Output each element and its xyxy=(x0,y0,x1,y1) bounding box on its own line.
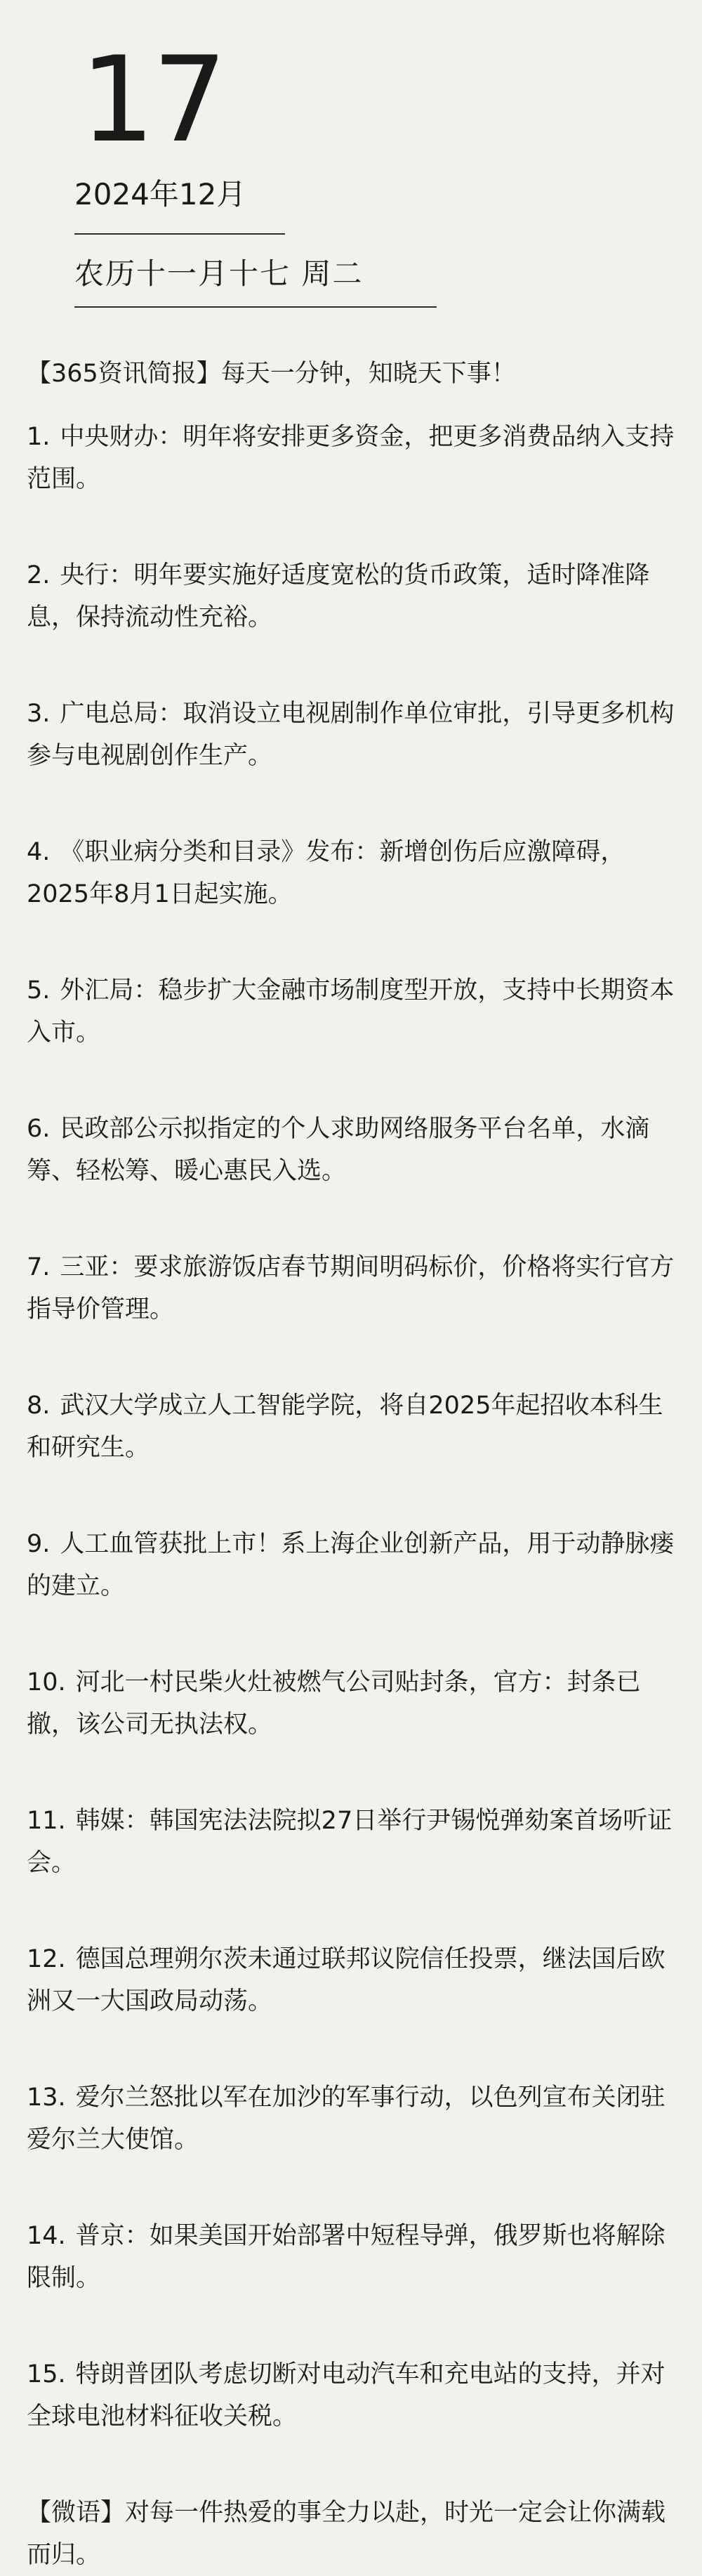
news-item-text: 央行：明年要实施好适度宽松的货币政策，适时降准降息，保持流动性充裕。 xyxy=(27,561,650,632)
year-month: 2024年12月 xyxy=(74,177,246,211)
news-item-number: 9. xyxy=(27,1530,51,1558)
news-item-text: 民政部公示拟指定的个人求助网络服务平台名单，水滴筹、轻松筹、暖心惠民入选。 xyxy=(27,1115,650,1185)
news-item-number: 4. xyxy=(27,838,51,866)
news-item-number: 12. xyxy=(27,1945,66,1973)
news-item-number: 2. xyxy=(27,561,51,589)
news-item xyxy=(27,2353,680,2438)
news-item-number: 1. xyxy=(27,423,51,451)
news-item-number: 8. xyxy=(27,1392,51,1420)
news-item-number: 11. xyxy=(27,1807,66,1835)
news-item-number: 15. xyxy=(27,2360,66,2388)
news-item-number: 5. xyxy=(27,976,51,1005)
news-item-text: 德国总理朔尔茨未通过联邦议院信任投票，继法国后欧洲又一大国政局动荡。 xyxy=(27,1945,665,2015)
news-item-text: 普京：如果美国开始部署中短程导弹，俄罗斯也将解除限制。 xyxy=(27,2222,665,2292)
news-item-text: 爱尔兰怒批以军在加沙的军事行动，以色列宣布关闭驻爱尔兰大使馆。 xyxy=(27,2084,665,2154)
news-item xyxy=(27,2077,680,2161)
news-item xyxy=(27,416,680,500)
news-item-text: 广电总局：取消设立电视剧制作单位审批，引导更多机构参与电视剧创作生产。 xyxy=(27,700,675,770)
news-item xyxy=(27,554,680,639)
news-item xyxy=(27,1661,680,1746)
news-item-number: 7. xyxy=(27,1253,51,1281)
news-item-number: 3. xyxy=(27,700,51,728)
news-item-text: 河北一村民柴火灶被燃气公司贴封条，官方：封条已撤，该公司无执法权。 xyxy=(27,1668,641,1739)
news-item-text: 人工血管获批上市！系上海企业创新产品，用于动静脉瘘的建立。 xyxy=(27,1530,675,1600)
news-item xyxy=(27,1800,680,1884)
news-item-number: 10. xyxy=(27,1668,66,1696)
news-item-text: 外汇局：稳步扩大金融市场制度型开放，支持中长期资本入市。 xyxy=(27,976,675,1047)
news-item xyxy=(27,1523,680,1607)
news-item xyxy=(27,1385,680,1469)
news-item-text: 三亚：要求旅游饭店春节期间明码标价，价格将实行官方指导价管理。 xyxy=(27,1253,675,1323)
news-item xyxy=(27,831,680,915)
news-item-text: 中央财办：明年将安排更多资金，把更多消费品纳入支持范围。 xyxy=(27,423,675,493)
news-item-number: 6. xyxy=(27,1115,51,1143)
news-item xyxy=(27,969,680,1054)
news-item-number: 13. xyxy=(27,2084,66,2112)
news-item-text: 韩媒：韩国宪法法院拟27日举行尹锡悦弹劾案首场听证会。 xyxy=(27,1807,673,1877)
news-item-text: 《职业病分类和目录》发布：新增创伤后应激障碍，2025年8月1日起实施。 xyxy=(27,838,625,908)
news-content xyxy=(27,353,680,2576)
divider-long xyxy=(74,306,437,308)
news-item-number: 14. xyxy=(27,2222,66,2250)
daily-motto: 【微语】对每一件热爱的事全力以赴，时光一定会让你满载而归。 xyxy=(27,2499,666,2569)
news-item xyxy=(27,2215,680,2299)
news-item-text: 特朗普团队考虑切断对电动汽车和充电站的支持，并对全球电池材料征收关税。 xyxy=(27,2360,665,2431)
news-item xyxy=(27,1246,680,1331)
brief-intro: 【365资讯简报】每天一分钟，知晓天下事！ xyxy=(27,360,516,388)
news-item xyxy=(27,1938,680,2022)
lunar-date-weekday: 农历十一月十七 周二 xyxy=(74,256,364,291)
news-item xyxy=(27,1108,680,1192)
day-number: 17 xyxy=(80,31,225,169)
news-item-text: 武汉大学成立人工智能学院，将自2025年起招收本科生和研究生。 xyxy=(27,1392,663,1462)
divider-short xyxy=(74,233,285,235)
news-item xyxy=(27,693,680,777)
